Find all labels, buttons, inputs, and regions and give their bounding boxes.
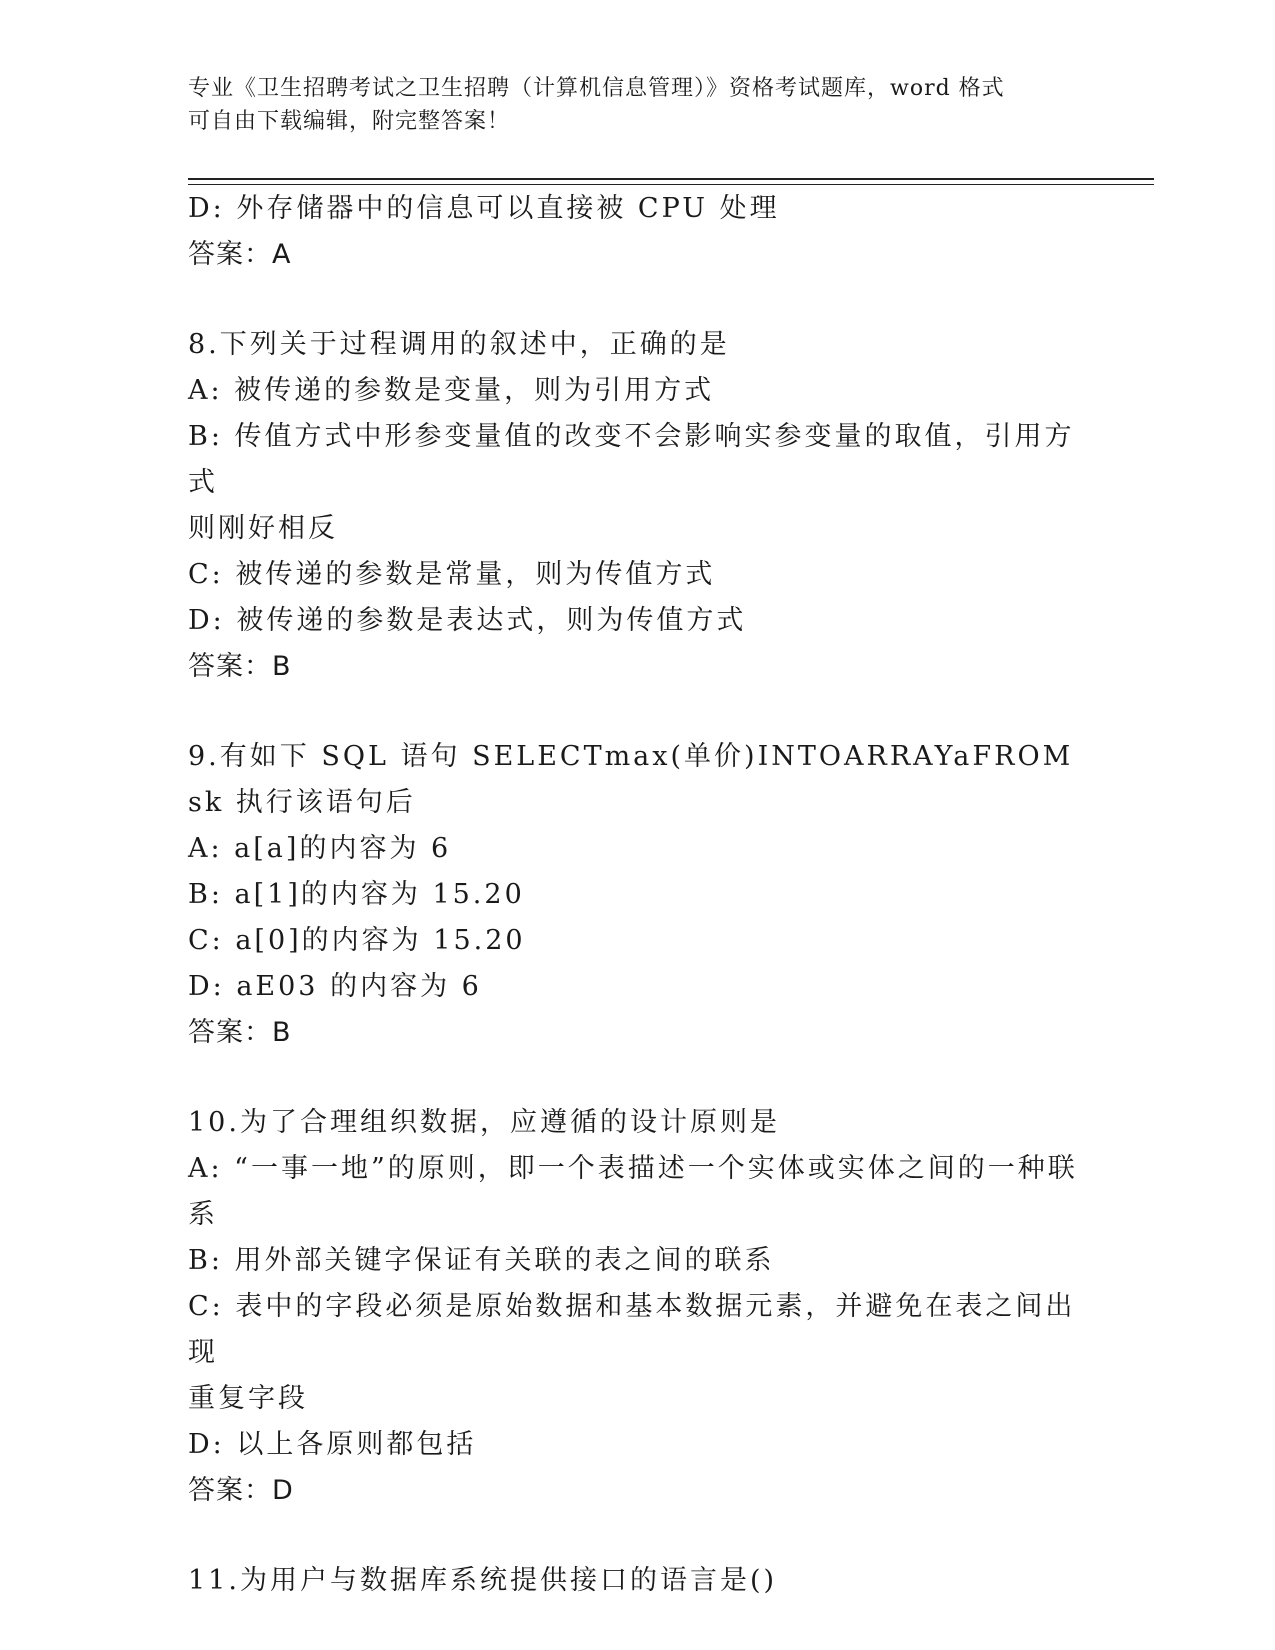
option-c-continued: 重复字段	[188, 1383, 308, 1414]
option-c: C: a[0]的内容为 15.20	[188, 925, 526, 956]
header-divider-thin	[188, 184, 1154, 185]
question-list	[188, 186, 1078, 1604]
answer-line: 答案：D	[188, 1475, 294, 1506]
option-b: B: a[1]的内容为 15.20	[188, 879, 525, 910]
question-9	[188, 734, 1078, 1056]
question-text: 9.有如下 SQL 语句 SELECTmax(单价)INTOARRAYaFROMsk 执行该语句后	[188, 741, 1074, 818]
question-text: 11.为用户与数据库系统提供接口的语言是()	[188, 1565, 778, 1596]
answer-line: 答案：B	[188, 1017, 292, 1048]
answer-line: 答案：A	[188, 239, 292, 270]
answer-line: 答案：B	[188, 651, 292, 682]
question-text: 8.下列关于过程调用的叙述中，正确的是	[188, 329, 730, 360]
option-c: C: 被传递的参数是常量，则为传值方式	[188, 559, 716, 590]
header-line-1: 专业《卫生招聘考试之卫生招聘（计算机信息管理）》资格考试题库，word 格式	[188, 76, 1005, 101]
question-8	[188, 322, 1078, 690]
option-a-continued: 系	[188, 1199, 218, 1230]
question-text: 10.为了合理组织数据，应遵循的设计原则是	[188, 1107, 780, 1138]
option-a: A: a[a]的内容为 6	[188, 833, 452, 864]
question-10	[188, 1100, 1078, 1514]
option-b-continued: 则刚好相反	[188, 513, 338, 544]
option-b: B: 用外部关键字保证有关联的表之间的联系	[188, 1245, 775, 1276]
question-11	[188, 1558, 1078, 1604]
option-d: D: 被传递的参数是表达式，则为传值方式	[188, 605, 747, 636]
option-c: C: 表中的字段必须是原始数据和基本数据元素，并避免在表之间出现	[188, 1291, 1076, 1368]
page-header	[188, 72, 1068, 138]
option-d: D: 外存储器中的信息可以直接被 CPU 处理	[188, 193, 780, 224]
option-a: A: “一事一地”的原则，即一个表描述一个实体或实体之间的一种联	[188, 1153, 1078, 1184]
question-7-tail	[188, 186, 1078, 278]
header-divider-thick	[188, 178, 1154, 180]
option-d: D: 以上各原则都包括	[188, 1429, 477, 1460]
option-a: A: 被传递的参数是变量，则为引用方式	[188, 375, 715, 406]
header-line-2: 可自由下载编辑，附完整答案！	[188, 109, 511, 134]
option-d: D: aE03 的内容为 6	[188, 971, 482, 1002]
option-b: B: 传值方式中形参变量值的改变不会影响实参变量的取值，引用方式	[188, 421, 1075, 498]
